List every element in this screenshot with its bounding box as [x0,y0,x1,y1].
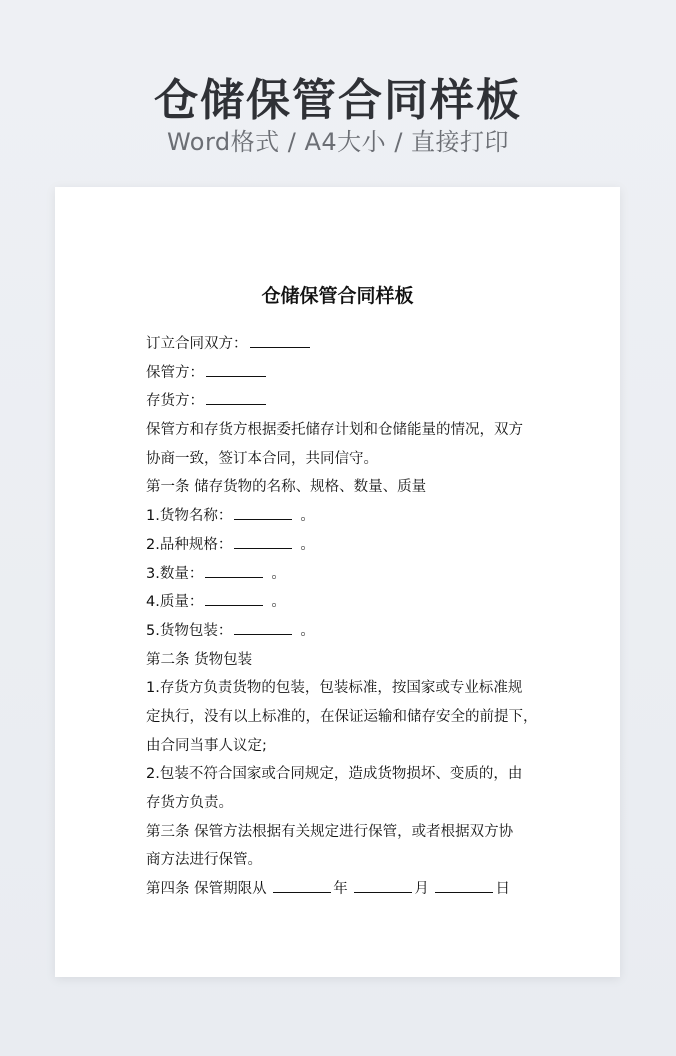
year-label: 年 [333,881,348,898]
period-mark: 。 [300,622,315,639]
blank-field [234,620,292,635]
line-text: 存货方： [146,393,204,410]
article-heading: 第一条 储存货物的名称、规格、数量、质量 [146,479,427,496]
custodian-line [146,359,546,388]
paragraph-line: 存货方负责。 [146,795,233,811]
document-body [146,330,546,904]
blank-field [354,878,412,893]
blank-field [435,878,493,893]
line-text: 保管方： [146,364,204,381]
goods-name-line [146,502,546,531]
line-text: 1.货物名称： [146,508,233,525]
paragraph-line: 协商一致，签订本合同，共同信守。 [146,450,378,467]
spec-line [146,531,546,560]
blank-field [206,390,266,405]
blank-field [205,591,263,606]
paragraph-line: 2.包装不符合国家或合同规定，造成货物损坏、变质的，由 [146,766,523,783]
contract-parties-line [146,330,546,359]
period-mark: 。 [271,565,286,582]
blank-field [234,534,292,549]
line-text: 3.数量： [146,565,204,582]
period-mark: 。 [300,536,315,553]
blank-field [250,333,310,348]
paragraph-line: 1.存货方负责货物的包装，包装标准，按国家或专业标准规 [146,680,523,697]
article-heading: 第二条 货物包装 [146,651,253,668]
line-text: 4.质量： [146,594,204,611]
blank-field [206,362,266,377]
document-page [55,187,620,977]
period-mark: 。 [300,508,315,525]
page-title: 仓储保管合同样板 [154,75,522,126]
storage-period-line [146,875,546,904]
line-text: 第四条 保管期限从 [146,881,267,898]
paragraph-line: 由合同当事人议定; [146,737,267,754]
page-subtitle: Word格式 / A4大小 / 直接打印 [166,128,510,156]
depositor-line [146,387,546,416]
blank-field [234,505,292,520]
article-heading: 第三条 保管方法根据有关规定进行保管，或者根据双方协 [146,823,514,840]
paragraph-line: 保管方和存货方根据委托储存计划和仓储能量的情况，双方 [146,422,523,439]
document-title: 仓储保管合同样板 [261,285,414,307]
paragraph-line: 定执行，没有以上标准的，在保证运输和储存安全的前提下， [146,708,538,725]
line-text: 5.货物包装： [146,622,233,639]
packaging-line [146,617,546,646]
blank-field [273,878,331,893]
line-text: 订立合同双方： [146,336,248,352]
month-label: 月 [414,881,429,898]
period-mark: 。 [271,594,286,611]
day-label: 日 [495,881,510,898]
quantity-line [146,560,546,589]
quality-line [146,588,546,617]
blank-field [205,563,263,578]
paragraph-line: 商方法进行保管。 [146,852,262,869]
line-text: 2.品种规格： [146,536,233,553]
